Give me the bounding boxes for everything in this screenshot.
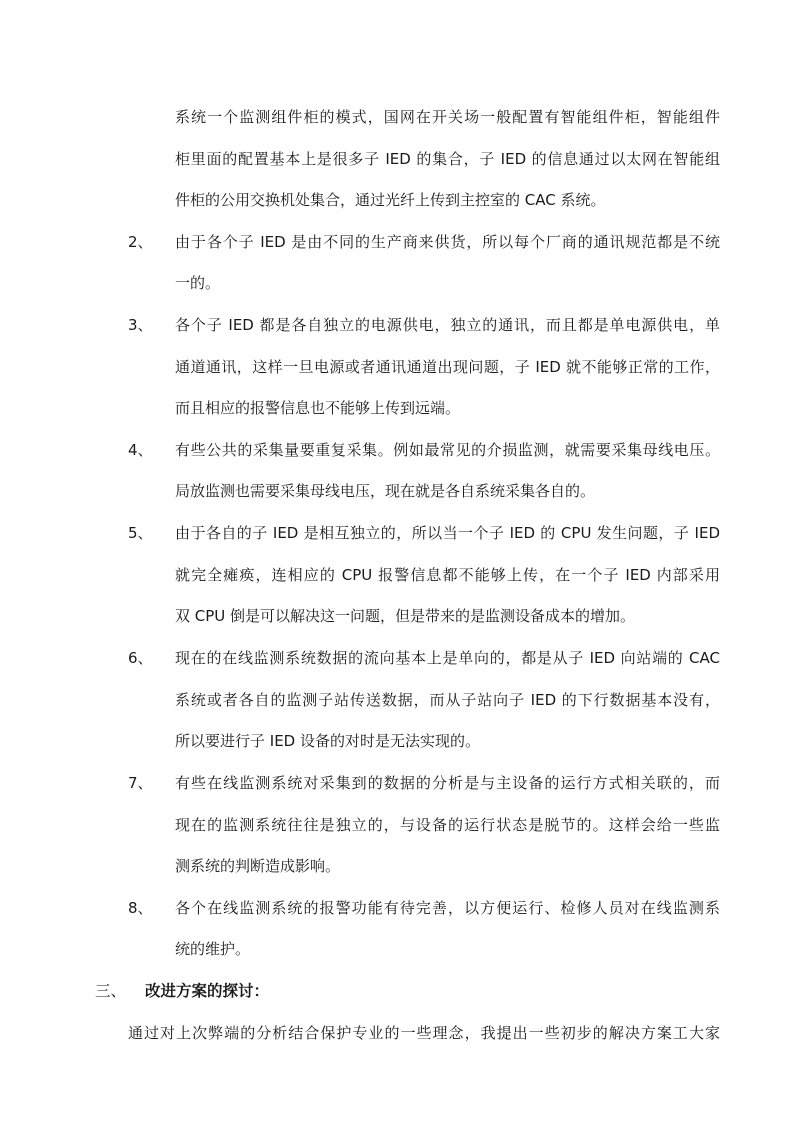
list-item-line: 各个在线监测系统的报警功能有待完善，以方便运行、检修人员对在线监测系: [175, 899, 720, 917]
list-item-line: 测系统的判断造成影响。: [175, 857, 341, 875]
list-item-number: 8、: [128, 899, 153, 917]
list-item-number: 3、: [128, 316, 153, 334]
intro-line: 件柜的公用交换机处集合，通过光纤上传到主控室的 CAC 系统。: [175, 191, 606, 209]
list-item-line: 统的维护。: [175, 940, 251, 958]
list-item-line: 各个子 IED 都是各自独立的电源供电，独立的通讯，而且都是单电源供电，单: [175, 316, 720, 334]
list-item-line: 一的。: [175, 274, 221, 292]
section-title: 改进方案的探讨：: [145, 982, 270, 1000]
section-number: 三、: [95, 982, 127, 1000]
list-item-line: 现在的在线监测系统数据的流向基本上是单向的，都是从子 IED 向站端的 CAC: [175, 649, 720, 667]
list-item-number: 7、: [128, 774, 153, 792]
list-item-line: 就完全瘫痪，连相应的 CPU 报警信息都不能够上传，在一个子 IED 内部采用: [175, 566, 720, 584]
list-item-number: 4、: [128, 441, 153, 459]
list-item-line: 局放监测也需要采集母线电压，现在就是各自系统采集各自的。: [175, 482, 596, 500]
intro-line: 系统一个监测组件柜的模式，国网在开关场一般配置有智能组件柜，智能组件: [175, 108, 720, 126]
list-item-line: 而且相应的报警信息也不能够上传到远端。: [175, 399, 461, 417]
list-item-number: 2、: [128, 233, 153, 251]
list-item-number: 5、: [128, 524, 153, 542]
list-item-line: 由于各个子 IED 是由不同的生产商来供货，所以每个厂商的通讯规范都是不统: [175, 233, 720, 251]
list-item-line: 现在的监测系统往往是独立的，与设备的运行状态是脱节的。这样会给一些监: [175, 816, 720, 834]
list-item-line: 双 CPU 倒是可以解决这一问题，但是带来的是监测设备成本的增加。: [175, 607, 636, 625]
paragraph-line: 通过对上次弊端的分析结合保护专业的一些理念，我提出一些初步的解决方案工大家: [128, 1024, 720, 1042]
list-item-line: 系统或者各自的监测子站传送数据，而从子站向子 IED 的下行数据基本没有，: [175, 691, 720, 709]
list-item-line: 通道通讯，这样一旦电源或者通讯通道出现问题，子 IED 就不能够正常的工作，: [175, 358, 720, 376]
intro-line: 柜里面的配置基本上是很多子 IED 的集合，子 IED 的信息通过以太网在智能组: [175, 150, 720, 168]
list-item-line: 有些在线监测系统对采集到的数据的分析是与主设备的运行方式相关联的，而: [175, 774, 720, 792]
list-item-line: 有些公共的采集量要重复采集。例如最常见的介损监测，就需要采集母线电压。: [175, 441, 720, 459]
list-item-line: 由于各自的子 IED 是相互独立的，所以当一个子 IED 的 CPU 发生问题，子 IED: [175, 524, 720, 542]
list-item-number: 6、: [128, 649, 153, 667]
list-item-line: 所以要进行子 IED 设备的对时是无法实现的。: [175, 732, 480, 750]
